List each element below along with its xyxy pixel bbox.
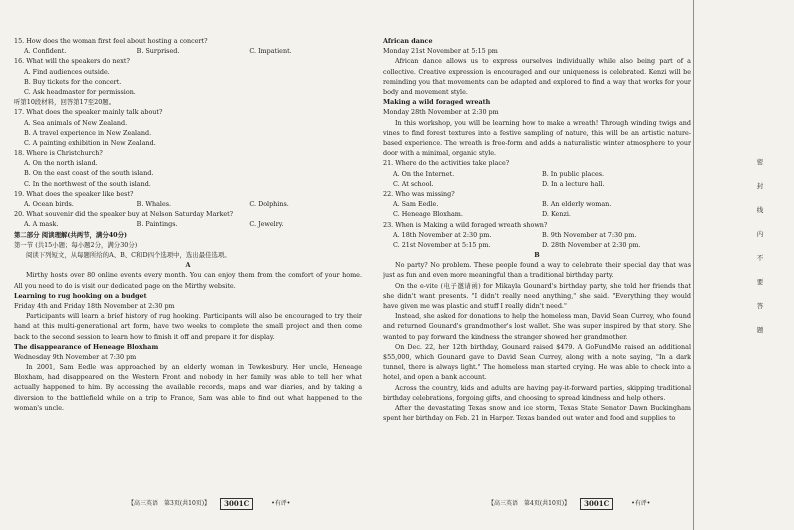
paragraph: In 2001, Sam Eedle was approached by an elderly woman in Tewkesbury. Her uncle, Heneage Bloxham, had disappeared on the Western Front and nobody in her family was able to tell her what actually happened to him. By accessing the available records, maps and war diaries, and by taking a diversion to the battlefield while on a trip to France, Sam was able to find out what happened to the woman's uncle. [14,363,362,412]
answer-option: C. In the northwest of the south island. [24,179,151,188]
section-heading: 第二部分 阅读理解(共两节，满分40分) [14,230,128,239]
answer-option: D. Kenzi. [542,210,571,219]
right-column [383,36,691,424]
passage-label: B [534,251,540,260]
answer-option: A. Find audiences outside. [24,67,110,76]
answer-option: B. Buy tickets for the concert. [24,77,122,86]
footer-mark: •有评• [631,500,651,507]
answer-option: C. At school. [393,179,434,188]
answer-option: C. A painting exhibition in New Zealand. [24,138,156,147]
option-row [383,179,691,189]
answer-option: A. Ocean birds. [24,200,74,208]
binding-char: 答 [756,302,764,310]
question-line: 15. How does the woman first feel about hosting a concert? [14,37,208,45]
answer-option: B. An elderly woman. [542,200,612,209]
section-heading: Learning to rug hooking on a budget [14,291,147,300]
option-row [14,199,362,209]
answer-option: B. On the east coast of the south island. [24,169,154,178]
answer-option: A. On the Internet. [393,169,455,178]
question-line: 23. When is Making a wild foraged wreath shown? [383,220,548,229]
question-line: 听第10段材料，回答第17至20题。 [14,98,116,107]
question-line: 18. Where is Christchurch? [14,149,103,158]
binding-char: 内 [756,230,764,238]
question-line: Monday 21st November at 5:15 pm [383,47,498,56]
paragraph: On the e-vite (电子邀请函) for Mikayla Gounard's birthday party, she told her friends that she didn't want presents. "I didn't really need anything," she said. "Everything they would have given me was plastic and stuff I really didn't need." [383,281,691,311]
answer-option: A. Sam Eedle. [393,200,439,209]
footer-left [128,498,290,510]
paragraph: Participants will learn a brief history of rug hooking. Participants will also be encouraged to try their hand at this multi-generational art form, have two weeks to complete the small project and then come back to the second session to learn how to finish it off and prepare it for display. [14,312,362,341]
footer-mark: •有评• [271,500,291,507]
answer-option: B. Surprised. [136,47,180,56]
question-line: 17. What does the speaker mainly talk about? [14,108,163,117]
answer-option: A. On the north island. [24,159,98,168]
answer-option: C. 21st November at 5:15 pm. [393,240,491,249]
answer-option: C. Dolphins. [249,200,289,208]
section-heading: Making a wild foraged wreath [383,98,491,107]
binding-char: 封 [756,182,764,190]
answer-option: C. Ask headmaster for permission. [24,87,136,96]
answer-option: C. Jewelry. [249,220,284,229]
paragraph: In this workshop, you will be learning how to make a wreath! Through winding twigs and vines to find forest textures into a festive sampling of nature, this will be an artistic nature-based experience. The wreath is free-form and adds a naturalistic winter atmosphere to your door with a minimal, organic style. [383,118,691,158]
option-row [14,219,362,229]
option-row [383,199,691,209]
binding-notice [750,150,770,342]
paragraph: Across the country, kids and adults are having pay-it-forward parties, skipping traditional birthday celebrations, forgoing gifts, and choosing to spread kindness and help others. [383,383,691,402]
answer-option: D. 28th November at 2:30 pm. [542,240,641,249]
question-line: 第一节 (共15小题；每小题2分，满分30分) [14,240,138,249]
footer-paper-code: 3001C [220,498,253,510]
answer-option: D. In a lecture hall. [542,179,605,188]
footer-page-label: 【高三英语 第3页(共10页)】 [128,500,211,507]
paragraph: Mirthy hosts over 80 online events every month. You can enjoy them from the comfort of your home. All you need to do is visit our dedicated page on the Mirthy website. [14,271,362,290]
question-line: Friday 4th and Friday 18th November at 2:30 pm [14,301,175,310]
answer-option: A. Confident. [24,47,67,56]
passage-label: A [185,261,191,270]
answer-option: C. Heneage Bloxham. [393,210,463,219]
answer-option: A. 18th November at 2:30 pm. [393,230,492,239]
answer-option: B. Paintings. [136,220,178,229]
binding-char: 线 [756,206,764,214]
option-row [383,230,691,240]
binding-char: 不 [756,254,764,262]
binding-line [693,0,694,530]
question-line: 16. What will the speakers do next? [14,57,130,66]
option-row [383,169,691,179]
question-line: 19. What does the speaker like best? [14,189,134,198]
binding-char: 题 [756,326,764,334]
section-heading: The disappearance of Heneage Bloxham [14,342,159,351]
question-line: Monday 28th November at 2:30 pm [383,108,499,117]
answer-option: A. A mask. [24,220,59,229]
paragraph: No party? No problem. These people found a way to celebrate their special day that was just as fun and even more meaningful than a traditional birthday party. [383,261,691,280]
answer-option: B. 9th November at 7:30 pm. [542,230,637,239]
option-row [383,240,691,250]
paragraph: African dance allows us to express ourselves individually while also being part of a collective. Creative expression is encouraged and our uniqueness is celebrated. Kenzi will be reminding you that movements can be adapted and explored to find a way that works for your body and movement style. [383,57,691,96]
question-line: 20. What souvenir did the speaker buy at Nelson Saturday Market? [14,210,234,219]
question-line: 21. Where do the activities take place? [383,159,510,168]
answer-option: B. In public places. [542,169,605,178]
binding-char: 密 [756,158,764,166]
answer-option: C. Impatient. [249,47,292,56]
footer-page-label: 【高三英语 第4页(共10页)】 [488,500,571,507]
option-row [14,46,362,56]
section-heading: African dance [383,37,433,45]
binding-char: 要 [756,278,764,286]
footer-paper-code: 3001C [580,498,613,510]
question-line: 22. Who was missing? [383,189,455,198]
option-row [383,209,691,219]
instruction-line: 阅读下列短文，从每题所给的A、B、C和D四个选项中，选出最佳选项。 [26,250,231,259]
paragraph: On Dec. 22, her 12th birthday, Gounard raised $479. A GoFundMe raised an additional $55,000, which Gounard gave to David Sean Currey, along with a note saying, "In a dark tunnel, there is always light." The homeless man started crying. He was able to check into a hotel, and open a bank account. [383,342,691,382]
answer-option: B. A travel experience in New Zealand. [24,128,152,137]
footer-right [488,498,650,510]
paragraph: Instead, she asked for donations to help the homeless man, David Sean Currey, who found and returned Gounard's grandmother's lost wallet. She was super inspired by that story. She wanted to pay forward the kindness the stranger showed her grandmother. [383,312,691,341]
left-column [14,36,362,413]
paragraph: After the devastating Texas snow and ice storm, Texas State Senator Dawn Buckingham spent her birthday on Feb. 21 in Harper. Texas banded out water and food and supplies to [383,404,691,423]
answer-option: B. Whales. [136,200,172,208]
question-line: Wednesday 9th November at 7:30 pm [14,352,137,361]
answer-option: A. Sea animals of New Zealand. [24,118,128,127]
